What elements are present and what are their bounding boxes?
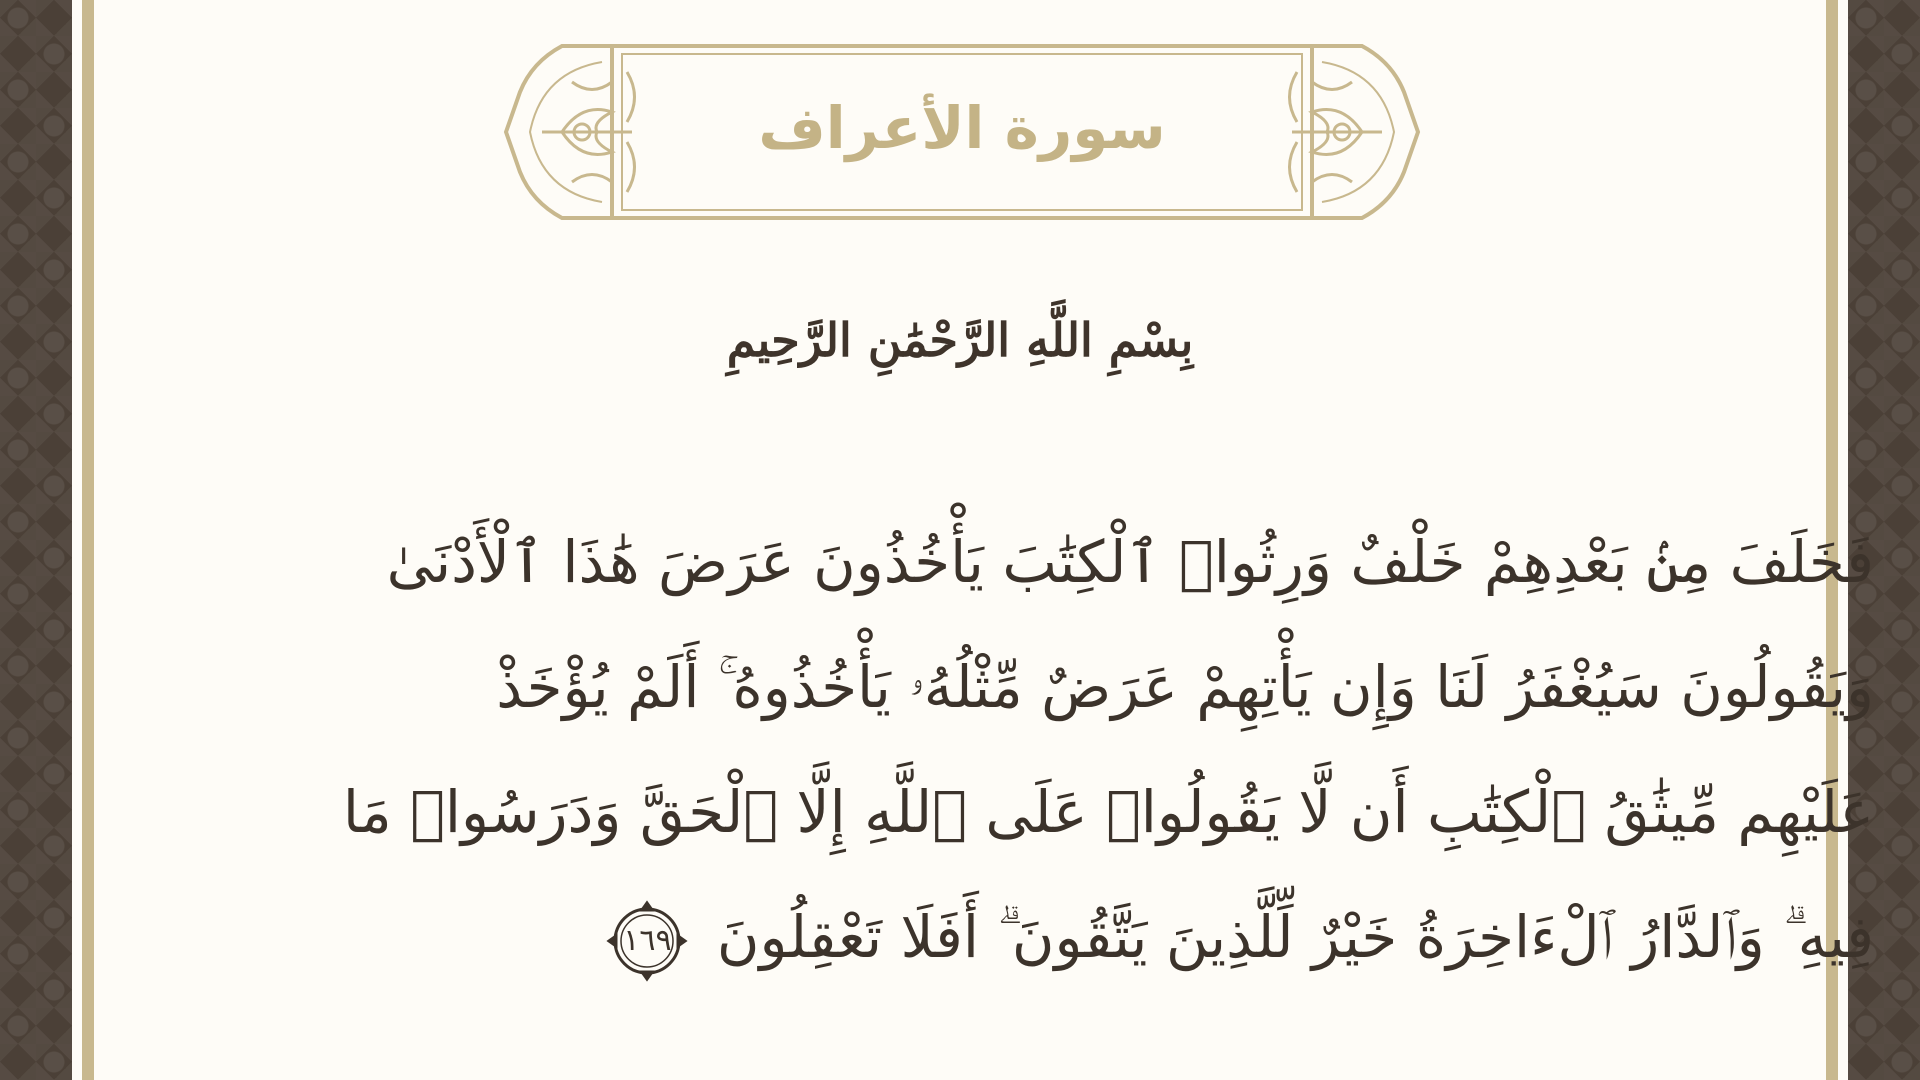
ayah-number: ١٦٩ [623,922,672,958]
surah-title-banner [502,42,1422,222]
page-canvas [72,0,1874,1080]
ayah-number-marker [606,900,688,982]
ayah-line-4 [252,875,1874,1000]
left-ornamental-border [0,0,72,1080]
surah-title: سورة الأعراف [758,94,1166,162]
ayah-text-block [252,500,1874,1020]
ayah-line-3: عَلَيْهِم مِّيثَٰقُ ٱلْكِتَٰبِ أَن لَّا يَقُولُوا۟ عَلَى ٱللَّهِ إِلَّا ٱلْحَقَّ وَدَرَسُوا۟ مَا [342,778,1874,846]
basmala: بِسْمِ اللَّهِ الرَّحْمَٰنِ الرَّحِيمِ [726,313,1194,367]
ayah-line-2: وَيَقُولُونَ سَيُغْفَرُ لَنَا وَإِن يَأْتِهِمْ عَرَضٌ مِّثْلُهُۥ يَأْخُذُوهُ ۚ أَلَمْ يُؤْخَذْ [496,653,1874,721]
ayah-line-1: فَخَلَفَ مِنۢ بَعْدِهِمْ خَلْفٌ وَرِثُوا۟ ٱلْكِتَٰبَ يَأْخُذُونَ عَرَضَ هَٰذَا ٱلْأَدْنَىٰ [386,528,1874,596]
ayah-line-4-text: فِيهِ ۗ وَٱلدَّارُ ٱلْءَاخِرَةُ خَيْرٌ لِّلَّذِينَ يَتَّقُونَ ۗ أَفَلَا تَعْقِلُونَ [716,903,1874,971]
left-gold-rule [82,0,94,1080]
